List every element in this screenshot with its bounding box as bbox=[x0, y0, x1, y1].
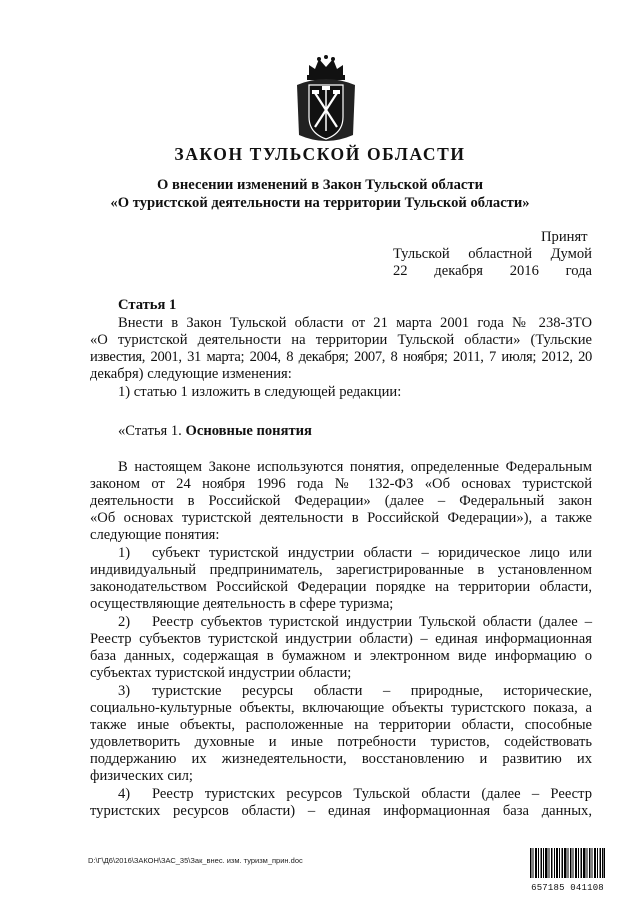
definition-line: социально-культурные объекты, включающие объекты туристского показа, а bbox=[90, 700, 592, 716]
new-article-para-line: В настоящем Законе используются понятия, определенные Федеральным bbox=[118, 459, 592, 475]
new-article-para-line: законом от 24 ноября 1996 года № 132-ФЗ «Об основах туристской bbox=[90, 476, 592, 492]
adoption-date-part: декабря bbox=[434, 263, 483, 279]
adoption-date-part: 22 bbox=[393, 263, 408, 279]
footer-file-path: D:\Г\Д6\2016\ЗАКОН\ЗАС_35\Зак_внес. изм. туризм_прин.doc bbox=[88, 856, 303, 865]
definition-number: 2) bbox=[118, 614, 131, 630]
definition-line: Реестр туристских ресурсов Тульской области (далее – Реестр bbox=[152, 786, 592, 802]
definition-line: база данных, содержащая в бумажном и электронном виде информацию о bbox=[90, 648, 592, 664]
adopted-by bbox=[393, 246, 592, 264]
document-subtitle-line-1: О внесении изменений в Закон Тульской области bbox=[157, 177, 483, 193]
tula-coat-of-arms-icon bbox=[295, 55, 357, 143]
document-subtitle-line-2: «О туристской деятельности на территории Тульской области» bbox=[110, 195, 530, 211]
definition-line: Реестр субъектов туристской индустрии области) – единая информационная bbox=[90, 631, 592, 647]
definition-line: осуществляющие деятельность в сфере туризма; bbox=[90, 596, 394, 612]
new-article-para-line: следующие понятия: bbox=[90, 527, 220, 543]
definition-number: 3) bbox=[118, 683, 131, 699]
definition-line: субъект туристской индустрии области – юридическое лицо или bbox=[152, 545, 592, 561]
adopted-by-word: Тульской bbox=[393, 246, 450, 262]
new-article-para-line: деятельности в Российской Федерации» (далее – Федеральный закон bbox=[90, 493, 592, 509]
definition-line: туристские ресурсы области – природные, исторические, bbox=[152, 683, 592, 699]
adopted-by-word: Думой bbox=[550, 246, 592, 262]
barcode-number: 657185 041108 bbox=[531, 883, 604, 893]
article-1-intro-line: «О туристской деятельности на территории Тульской области» (Тульские bbox=[90, 332, 592, 348]
new-article-heading bbox=[118, 423, 312, 441]
article-1-heading: Статья 1 bbox=[118, 297, 177, 313]
adoption-date-part: 2016 bbox=[509, 263, 539, 279]
new-article-prefix: «Статья 1. bbox=[118, 423, 186, 439]
adoption-date bbox=[393, 263, 592, 281]
article-1-item-1: 1) статью 1 изложить в следующей редакции: bbox=[118, 384, 402, 400]
new-article-para-line: «Об основах туристской деятельности в Российской Федерации»), а также bbox=[90, 510, 592, 526]
barcode-icon bbox=[530, 848, 605, 878]
definition-line: законодательством Российской Федерации порядке на территории области, bbox=[90, 579, 592, 595]
document-title: ЗАКОН ТУЛЬСКОЙ ОБЛАСТИ bbox=[174, 144, 466, 164]
article-1-intro-line: декабря) следующие изменения: bbox=[90, 366, 292, 382]
new-article-title: Основные понятия bbox=[185, 423, 312, 439]
definition-line: субъектах туристской индустрии области; bbox=[90, 665, 352, 681]
adopted-by-word: областной bbox=[468, 246, 533, 262]
definition-line: также иные объекты, расположенные на территории области, способные bbox=[90, 717, 592, 733]
definition-line: поддержанию их жизнедеятельности, восстановлению и развитию их bbox=[90, 751, 592, 767]
adopted-label: Принят bbox=[541, 229, 588, 245]
definition-line: удовлетворить духовные и иные потребности туристов, содействовать bbox=[90, 734, 592, 750]
article-1-intro-line: известия, 2001, 31 марта; 2004, 8 декабря; 2007, 8 ноября; 2011, 7 июля; 2012, 20 bbox=[90, 349, 592, 365]
definition-line: физических сил; bbox=[90, 768, 193, 784]
definition-number: 1) bbox=[118, 545, 131, 561]
article-1-intro-line: Внести в Закон Тульской области от 21 марта 2001 года № 238-ЗТО bbox=[118, 315, 592, 331]
adoption-date-part: года bbox=[565, 263, 592, 279]
definition-number: 4) bbox=[118, 786, 131, 802]
definition-line: туристских ресурсов области) – единая информационная база данных, bbox=[90, 803, 592, 819]
definition-line: Реестр субъектов туристской индустрии Тульской области (далее – bbox=[152, 614, 592, 630]
definition-line: индивидуальный предприниматель, зарегистрированные в установленном bbox=[90, 562, 592, 578]
